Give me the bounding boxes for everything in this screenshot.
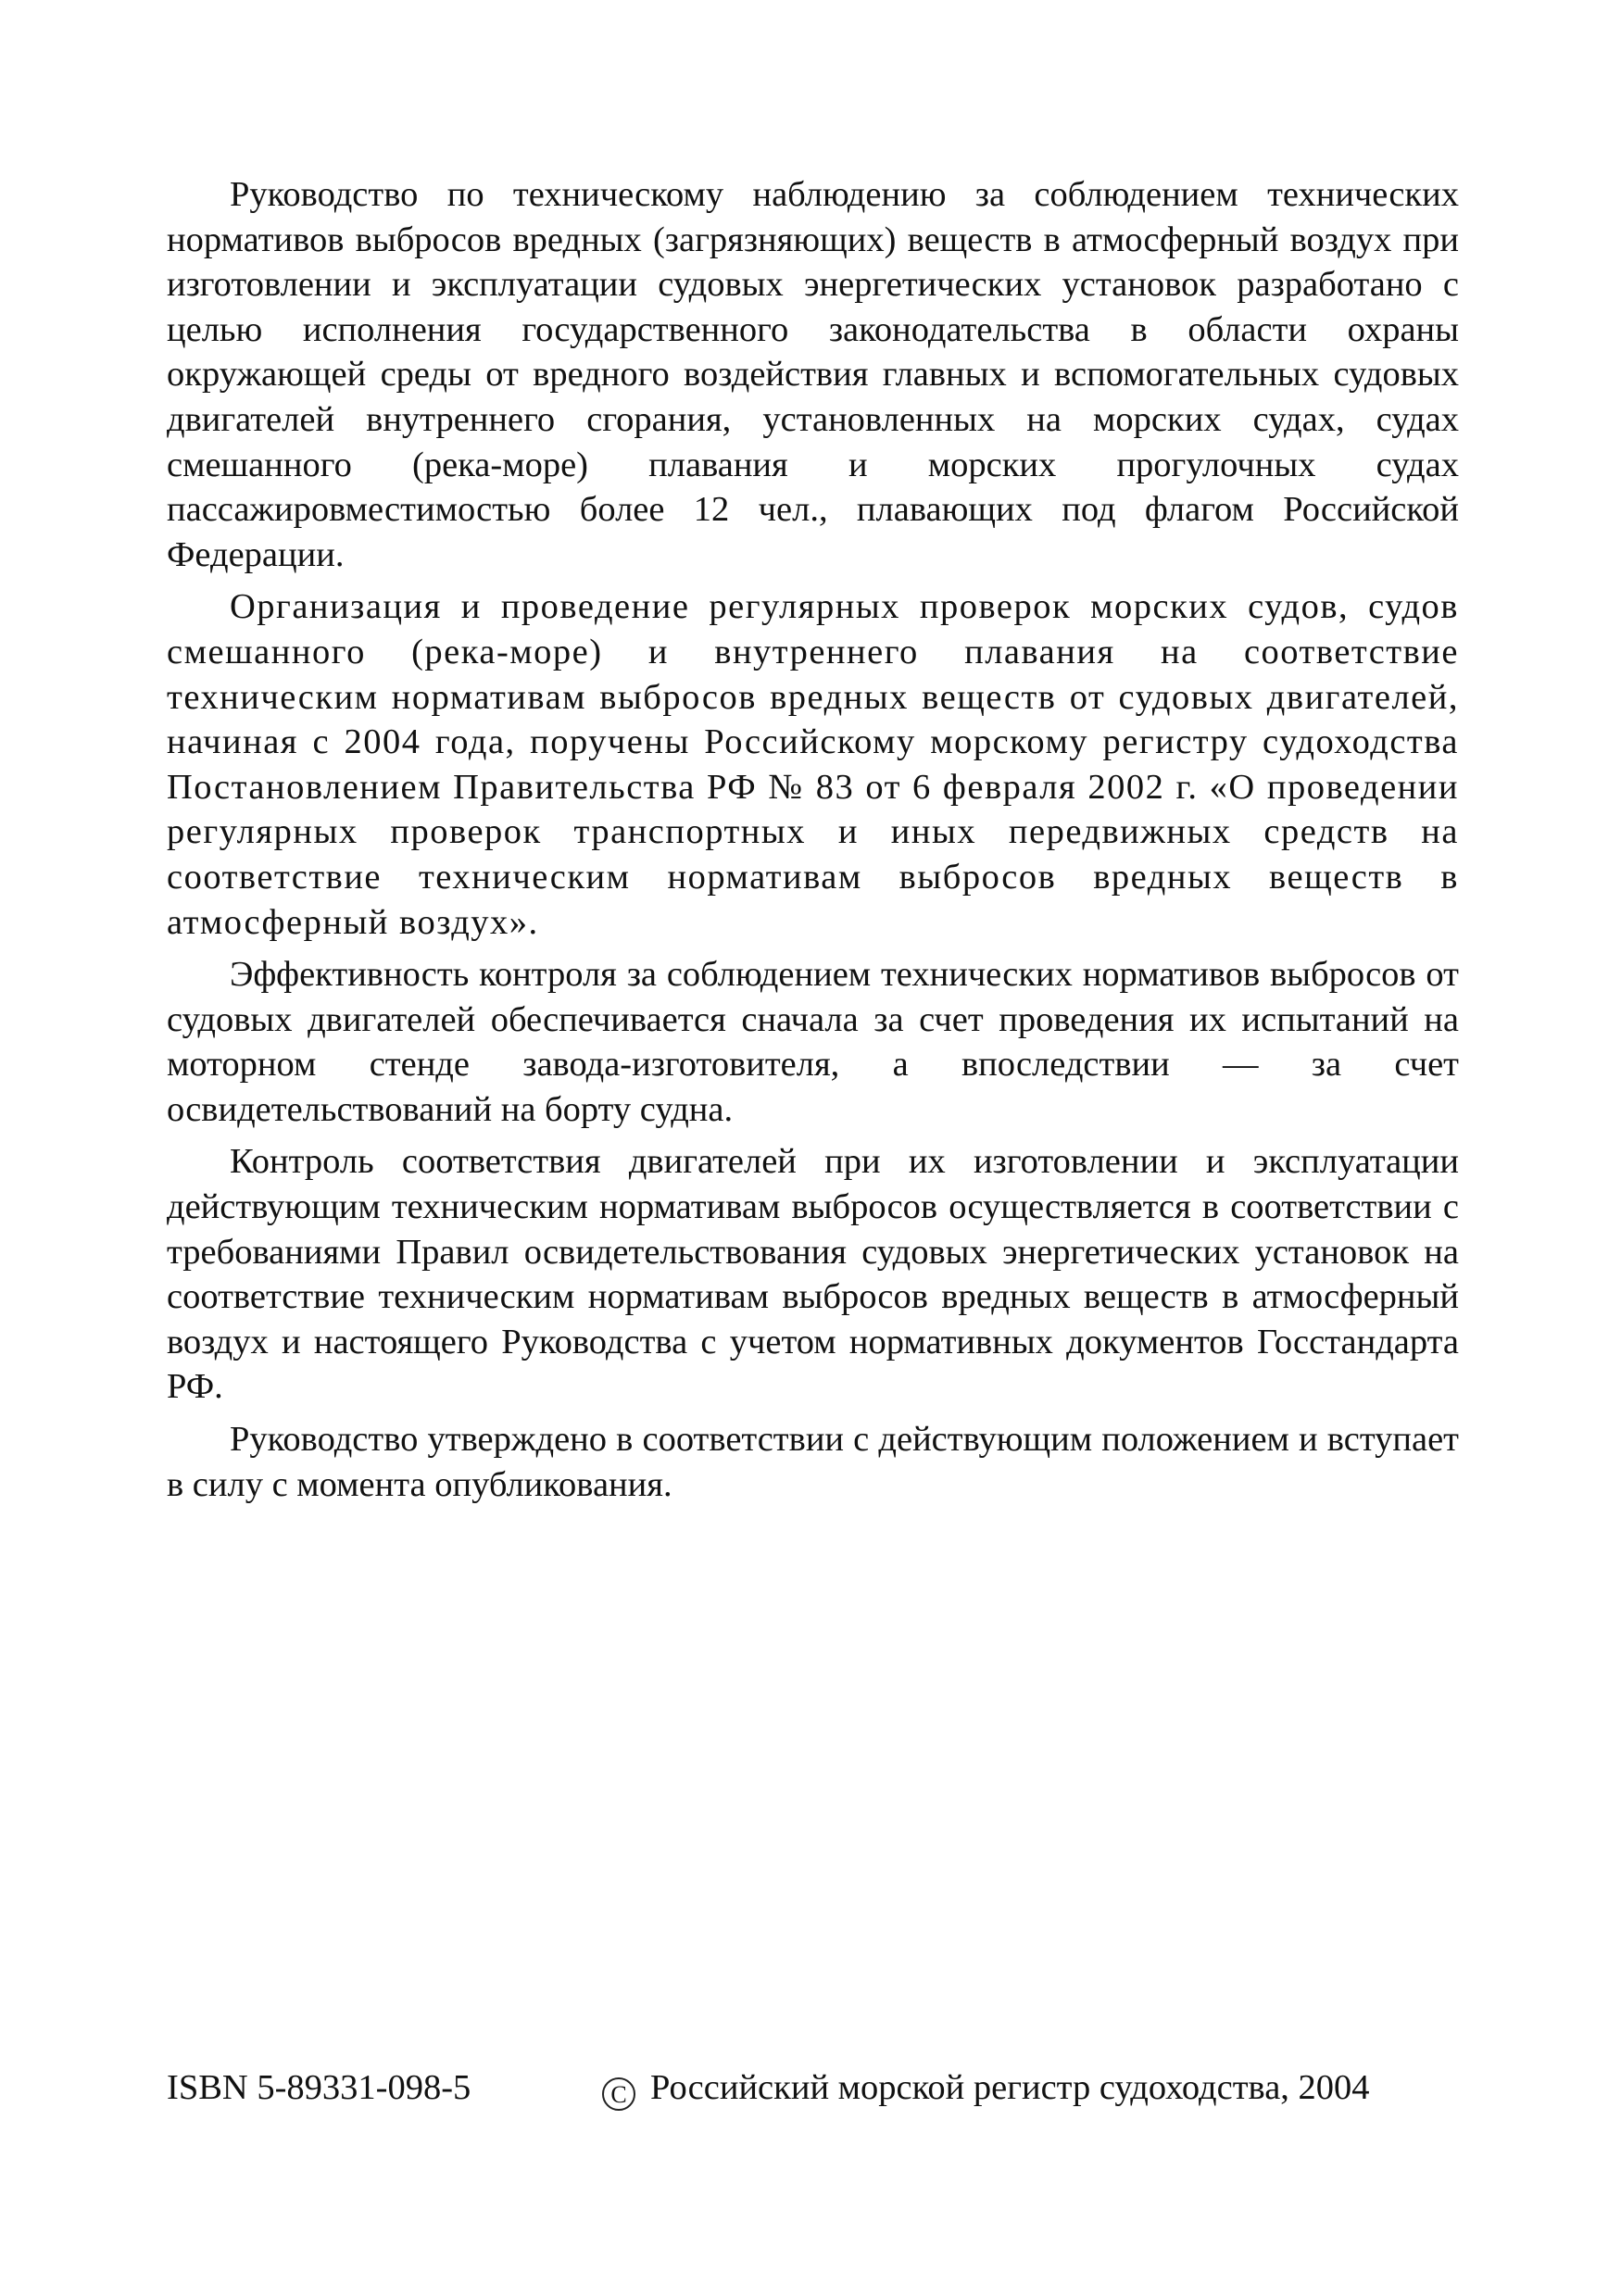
isbn: ISBN 5-89331-098-5 (167, 2068, 471, 2107)
paragraph-3: Эффективность контроля за соблюдением технических нормативов выбросов от судовых двигателей обеспечивается сначала за счет проведения их испытаний на моторном стенде завода-изготовителя, а впоследствии — за счет освидетельствований на борту судна. (167, 955, 1459, 1129)
copyright-text: Российский морской регистр судоходства, 2004 (650, 2068, 1370, 2107)
paragraph-1: Руководство по техническому наблюдению за соблюдением технических нормативов выбросов вредных (загрязняющих) веществ в атмосферный воздух при изготовлении и эксплуатации судовых энергетических установок разработано с целью исполнения государственного законодательства в области охраны окружающей среды от вредного воздействия главных и вспомогательных судовых двигателей внутреннего сгорания, установленных на морских судах, судах смешанного (река-море) плавания и морских прогулочных судах пассажировместимостью более 12 чел., плавающих под флагом Российской Федерации. (167, 175, 1459, 574)
paragraph-5: Руководство утверждено в соответствии с действующим положением и вступает в силу с момента опубликования. (167, 1420, 1459, 1504)
body-text (167, 172, 1459, 1514)
paragraph-4: Контроль соответствия двигателей при их изготовлении и эксплуатации действующим техническим нормативам выбросов осуществляется в соответствии с требованиями Правил освидетельствования судовых энергетических установок на соответствие техническим нормативам выбросов вредных веществ в атмосферный воздух и настоящего Руководства с учетом нормативных документов Госстандарта РФ. (167, 1142, 1459, 1407)
paragraph-2: Организация и проведение регулярных проверок морских судов, судов смешанного (река-море) и внутреннего плавания на соответствие техническим нормативам выбросов вредных веществ от судовых двигателей, начиная с 2004 года, поручены Российскому морскому регистру судоходства Постановлением Правительства РФ № 83 от 6 февраля 2002 г. «О проведении регулярных проверок транспортных и иных передвижных средств на соответствие техническим нормативам выбросов вредных веществ в атмосферный воздух». (167, 587, 1459, 942)
copyright-line (602, 2062, 1370, 2114)
copyright-icon: C (602, 2077, 635, 2111)
footer (167, 2062, 1459, 2114)
